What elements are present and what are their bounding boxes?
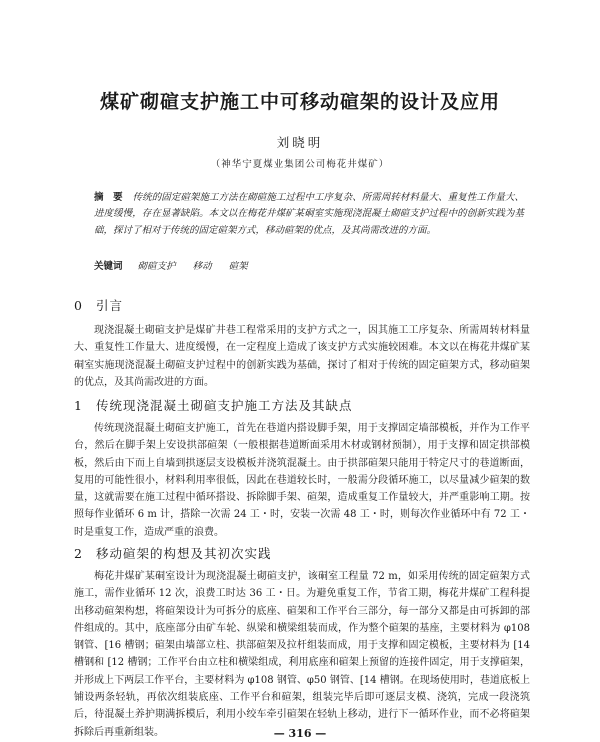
abstract-label: 摘 要: [94, 192, 123, 203]
section-heading: [74, 396, 353, 414]
keywords-label: 关键词: [94, 261, 123, 272]
section-title: 移动碹架的构想及其初次实践: [96, 546, 272, 561]
section-number: 2: [74, 546, 83, 561]
section-paragraph: 传统现浇混凝土砌碹支护施工，首先在巷道内搭设脚手架，用于支撑固定墙部模板，并作为工作平台，然后在脚手架上安设拱部碹架（一般根据巷道断面采用木材或钢材预制），用于支撑和固定拱部模板，然后由下而上自墙到拱逐层支设模板并浇筑混凝土。由于拱部碹架只能用于特定尺寸的巷道断面，复用的可能性很小，材料利用率很低，因此在巷道较长时，一般需分段循环施工，以尽量减少碹架的数量，这就需要在施工过程中循环搭设、拆除脚手架、碹架，造成重复工作量较大，并严重影响工期。按照每作业循环 6 m 计，搭除一次需 24 工・时，安装一次需 48 工・时，则每次作业循环中有 72 工・时是重复工作，造成严重的浪费。: [74, 423, 530, 538]
author-affiliation: （神华宁夏煤业集团公司梅花井煤矿）: [210, 159, 390, 170]
author-name: 刘晓明: [276, 135, 324, 150]
section-number: 1: [74, 398, 83, 413]
section-number: 0: [74, 298, 83, 313]
section-heading: [74, 544, 272, 562]
keywords-block: [94, 258, 524, 272]
section-heading: [74, 296, 123, 314]
keyword: 砌碹支护: [137, 261, 176, 272]
abstract-block: [94, 190, 524, 239]
section-paragraph: 梅花井煤矿某硐室设计为现浇混凝土砌碹支护，该硐室工程量 72 m，如采用传统的固定碹架方式施工，需作业循环 12 次，浪费工时达 36 工・日。为避免重复工作，节省工期，梅花井煤矿工程科提出移动碹架构想，将碹架设计为可拆分的底座、碹架和工作平台三部分，每一部分又都是由可拆卸的部件组成的。其中，底座部分由矿车轮、纵梁和横梁组装而成，作为整个碹架的基座，主要材料为 φ108 钢管、[16 槽钢；碹架由墙部立柱、拱部碹架及拉杆组装而成，用于支撑和固定模板，主要材料为 [14 槽钢和 [12 槽钢；工作平台由立柱和横梁组成，利用底座和碹架上预留的连接件固定，用于支撑碹架，并形成上下两层工作平台，主要材料为 φ108 钢管、φ50 钢管、[14 槽钢。在现场使用时，巷道底板上铺设两条轻轨，再依次组装底座、工作平台和碹架，组装完毕后即可逐层支模、浇筑，完成一段浇筑后，待混凝土养护期满拆模后，利用小绞车牵引碹架在轻轨上移动，进行下一循环作业，而不必将碹架拆除后再重新组装。: [74, 571, 530, 738]
paper-title: 煤矿砌碹支护施工中可移动碹架的设计及应用: [99, 91, 500, 113]
section-paragraph: 现浇混凝土砌碹支护是煤矿井巷工程常采用的支护方式之一，因其施工工序复杂、所需周转材料量大、重复性工作量大、进度缓慢，在一定程度上造成了该支护方式实施较困难。本文以在梅花井煤矿某硐室实施现浇混凝土砌碹支护过程中的创新实践为基础，探讨了相对于传统的固定碹架方式，移动碹架的优点，及其尚需改进的方面。: [74, 325, 530, 388]
keyword: 碹架: [228, 261, 248, 272]
keyword: 移动: [192, 261, 212, 272]
section-title: 传统现浇混凝土砌碹支护施工方法及其缺点: [96, 398, 353, 413]
abstract-text: 传统的固定碹架施工方法在砌碹施工过程中工序复杂、所需周转材料量大、重复性工作量大、进度缓慢，存在显著缺陷。本文以在梅花井煤矿某硐室实施现浇混凝土砌碹支护过程中的创新实践为基础，探讨了相对于传统的固定碹架方式，移动碹架的优点，及其尚需改进的方面。: [94, 192, 524, 236]
page-number: — 316 —: [273, 727, 327, 740]
section-title: 引言: [96, 298, 124, 313]
